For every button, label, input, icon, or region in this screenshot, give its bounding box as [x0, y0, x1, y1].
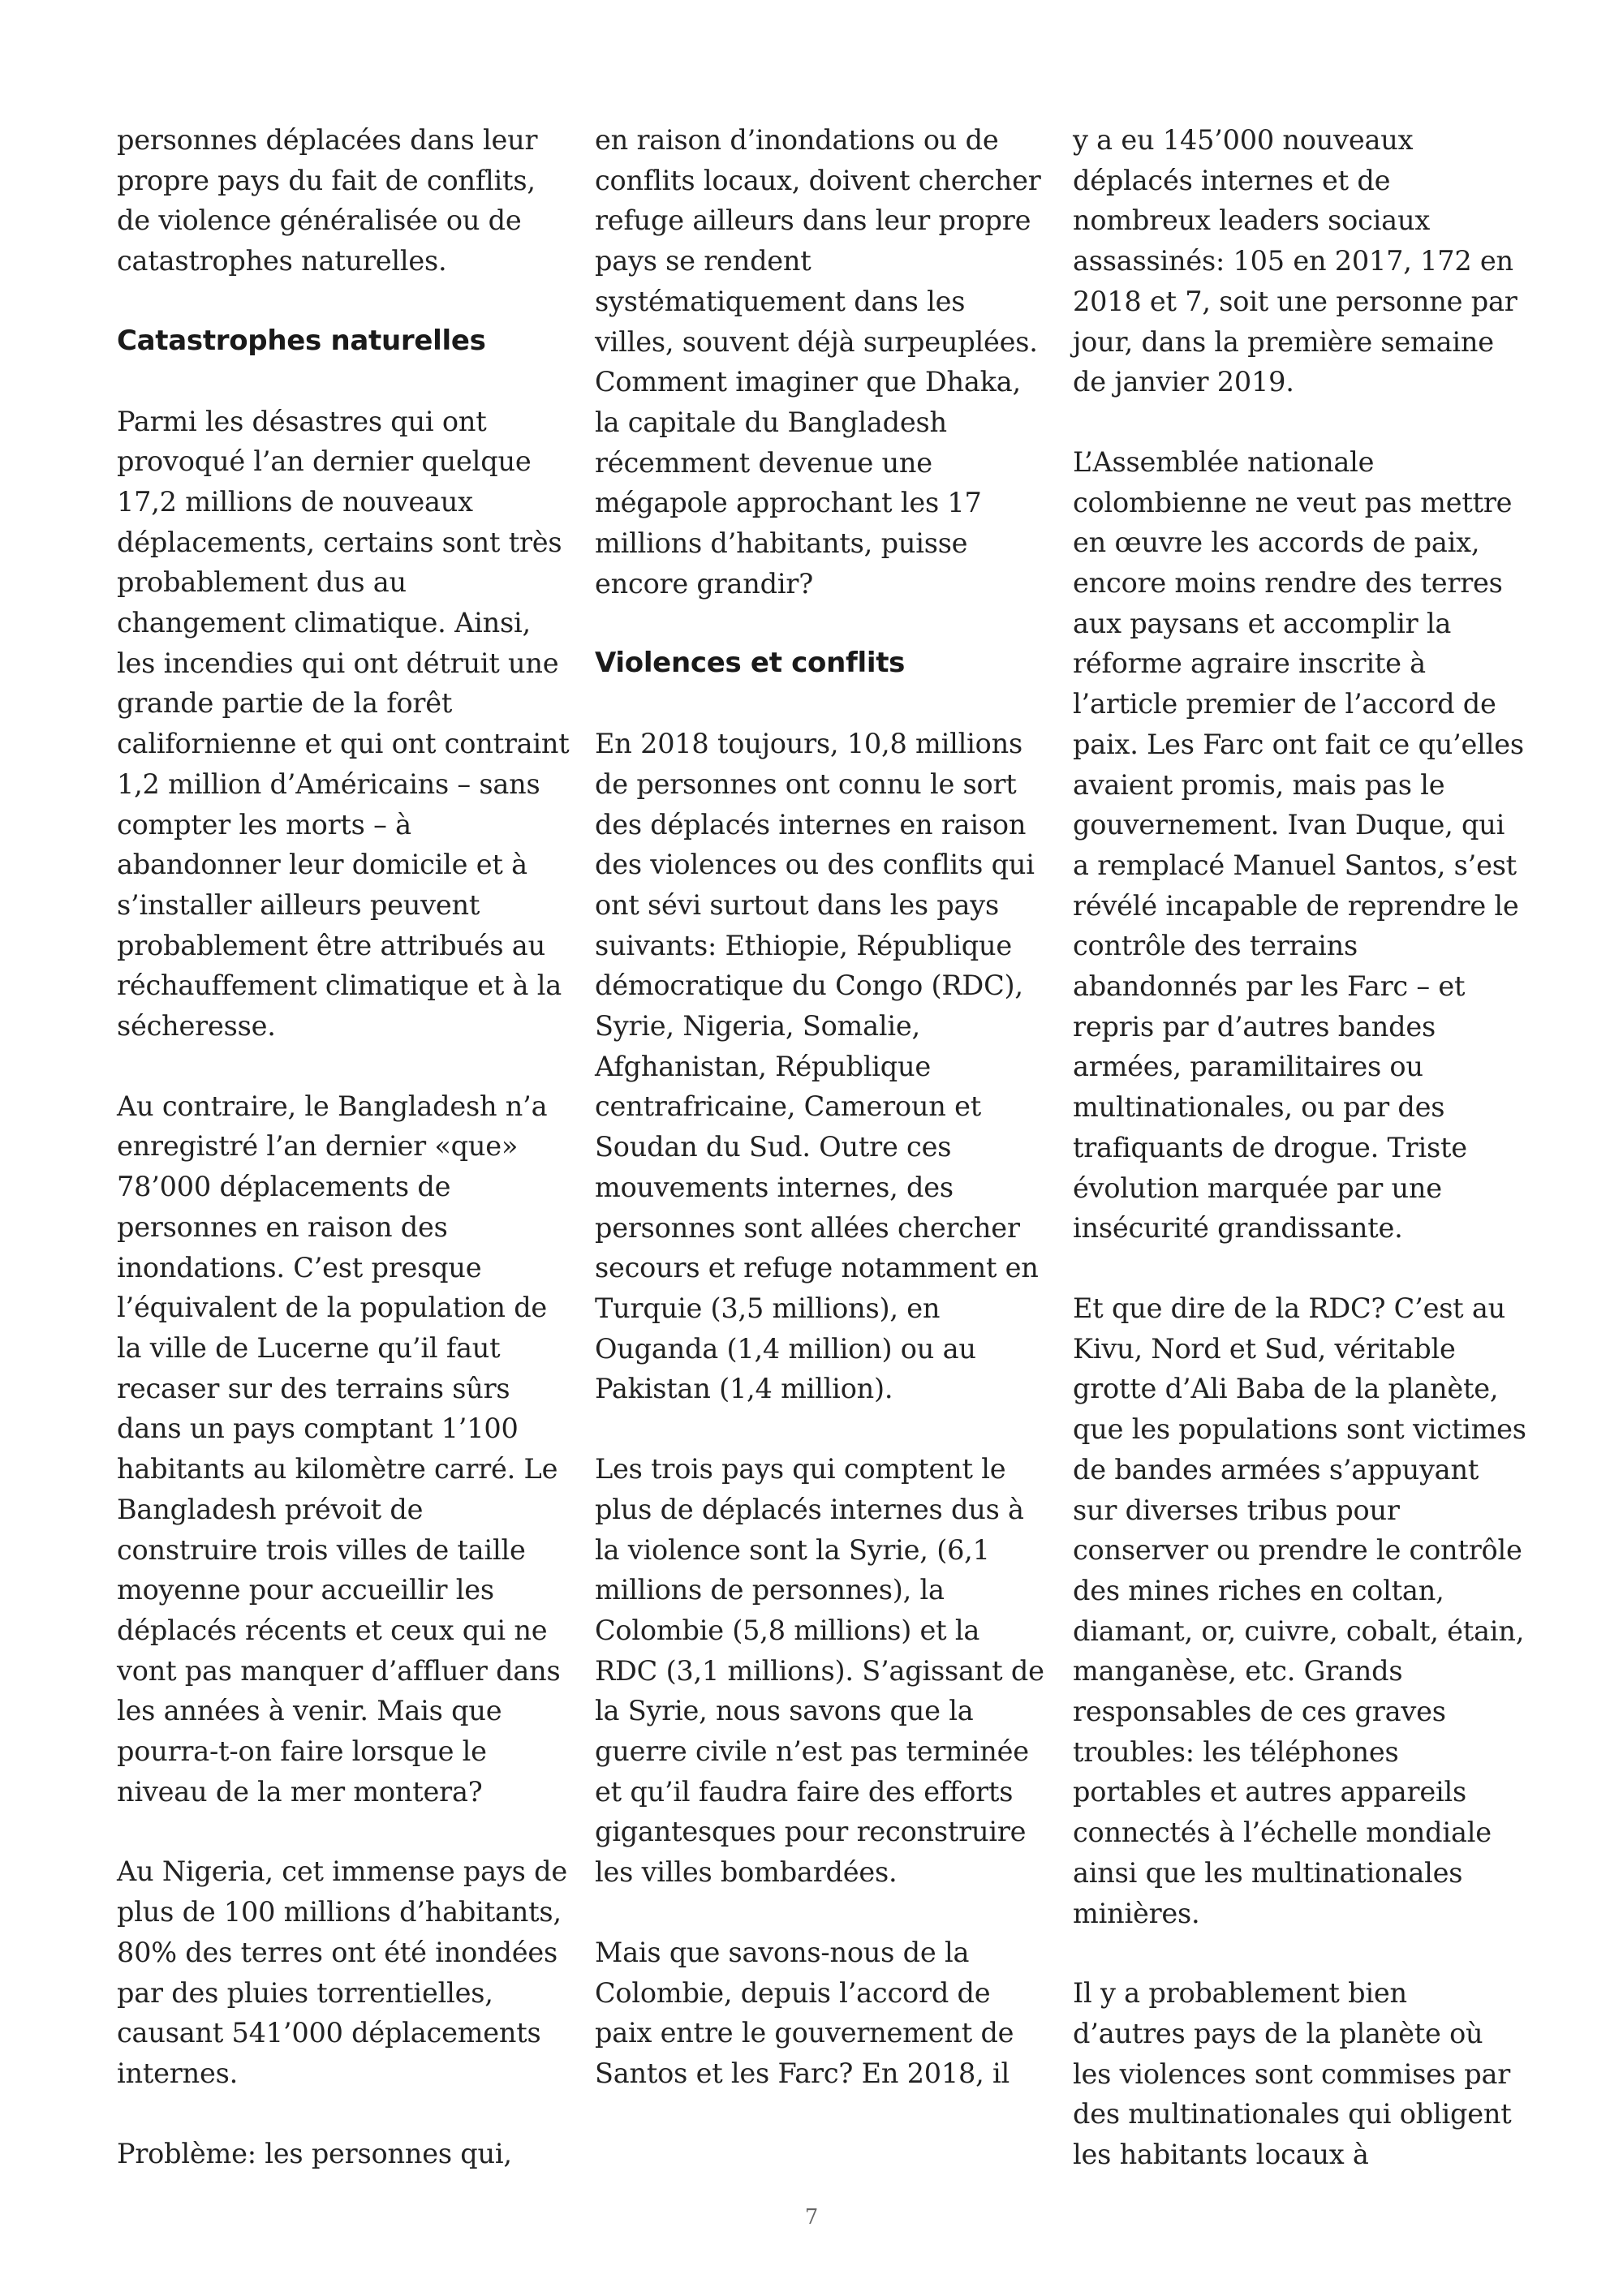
paragraph: En 2018 toujours, 10,8 millions de personnes ont connu le sort des déplacés internes en raison des violences ou des conflits qui ont sévi surtout dans les pays suivants: Ethiopie, République démocratique du Congo (RDC), Syrie, Nigeria, Somalie, Afghanistan, République centrafricaine, Cameroun et Soudan du Sud. Outre ces mouvements internes, des personnes sont allées chercher secours et refuge notamment en Turquie (3,5 millions), en Ouganda (1,4 million) ou au Pakistan (1,4 million).	[595, 728, 1039, 1405]
paragraph: Il y a probablement bien d’autres pays de la planète où les violences sont commises par des multinationales qui obligent les habitants locaux à	[1073, 1977, 1512, 2171]
paragraph: en raison d’inondations ou de conflits locaux, doivent chercher refuge ailleurs dans leur propre pays se rendent systématiquement dans les villes, souvent déjà surpeuplées. Comment imaginer que Dhaka, la capitale du Bangladesh récemment devenue une mégapole approchant les 17 millions d’habitants, puisse encore grandir?	[595, 124, 1041, 600]
column-2	[595, 120, 1049, 2134]
paragraph: Et que dire de la RDC? C’est au Kivu, Nord et Sud, véritable grotte d’Ali Baba de la planète, que les populations sont victimes de bandes armées s’appuyant sur diverses tribus pour conserver ou prendre le contrôle des mines riches en coltan, diamant, or, cuivre, cobalt, étain, manganèse, etc. Grands responsables de ces graves troubles: les téléphones portables et autres appareils connectés à l’échelle mondiale ainsi que les multinationales minières.	[1073, 1292, 1526, 1929]
paragraph: Au Nigeria, cet immense pays de plus de 100 millions d’habitants, 80% des terres ont été inondées par des pluies torrentielles, causant 541’000 déplacements internes.	[117, 1855, 567, 2089]
paragraph: Mais que savons-nous de la Colombie, depuis l’accord de paix entre le gouvernement de Santos et les Farc? En 2018, il	[595, 1936, 1014, 2089]
column-3	[1073, 120, 1527, 2215]
page-number: 7	[804, 2205, 819, 2229]
paragraph: Les trois pays qui comptent le plus de déplacés internes dus à la violence sont la Syrie, (6,1 millions de personnes), la Colombie (5,8 millions) et la RDC (3,1 millions). S’agissant de la Syrie, nous savons que la guerre civile n’est pas terminée et qu’il faudra faire des efforts gigantesques pour reconstruire les villes bombardées.	[595, 1453, 1044, 1889]
paragraph: y a eu 145’000 nouveaux déplacés internes et de nombreux leaders sociaux assassinés: 105 en 2017, 172 en 2018 et 7, soit une personne par jour, dans la première semaine de janvier 2019.	[1073, 124, 1518, 398]
paragraph: personnes déplacées dans leur propre pays du fait de conflits, de violence généralisée ou de catastrophes naturelles.	[117, 124, 538, 277]
paragraph: Problème: les personnes qui,	[117, 2137, 512, 2169]
paragraph: Au contraire, le Bangladesh n’a enregistré l’an dernier «que» 78’000 déplacements de personnes en raison des inondations. C’est presque l’équivalent de la population de la ville de Lucerne qu’il faut recaser sur des terrains sûrs dans un pays comptant 1’100 habitants au kilomètre carré. Le Bangladesh prévoit de construire trois villes de taille moyenne pour accueillir les déplacés récents et ceux qui ne vont pas manquer d’affluer dans les années à venir. Mais que pourra-t-on faire lorsque le niveau de la mer montera?	[117, 1090, 561, 1808]
column-1	[117, 120, 571, 2213]
section-heading-catastrophes: Catastrophes naturelles	[117, 324, 486, 357]
paragraph: L’Assemblée nationale colombienne ne veut pas mettre en œuvre les accords de paix, encore moins rendre des terres aux paysans et accomplir la réforme agraire inscrite à l’article premier de l’accord de paix. Les Farc ont fait ce qu’elles avaient promis, mais pas le gouvernement. Ivan Duque, qui a remplacé Manuel Santos, s’est révélé incapable de reprendre le contrôle des terrains abandonnés par les Farc – et repris par d’autres bandes armées, paramilitaires ou multinationales, ou par des trafiquants de drogue. Triste évolution marquée par une insécurité grandissante.	[1073, 445, 1524, 1245]
paragraph: Parmi les désastres qui ont provoqué l’an dernier quelque 17,2 millions de nouveaux déplacements, certains sont très probablement dus au changement climatique. Ainsi, les incendies qui ont détruit une grande partie de la forêt californienne et qui ont contraint 1,2 million d’Américains – sans compter les morts – à abandonner leur domicile et à s’installer ailleurs peuvent probablement être attribués au réchauffement climatique et à la sécheresse.	[117, 405, 570, 1043]
section-heading-violences: Violences et conflits	[595, 647, 906, 680]
